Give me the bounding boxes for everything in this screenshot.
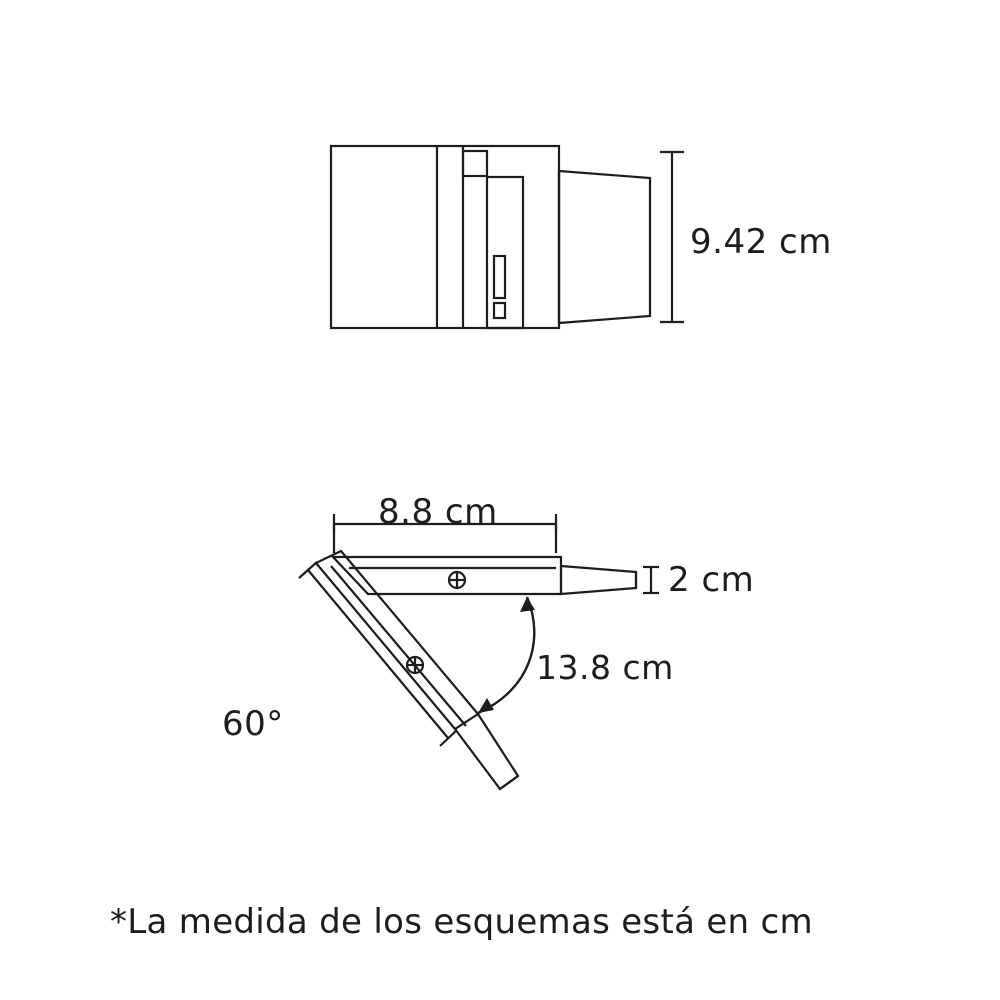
dimension-label-length: 60° [222, 704, 284, 744]
front-view-drawing [331, 146, 650, 328]
dimension-label-height: 9.42 cm [690, 222, 832, 262]
dimension-thickness [643, 567, 659, 593]
dimension-height [660, 152, 684, 322]
dimension-label-angle: 13.8 cm [536, 648, 674, 687]
dimension-length [299, 562, 457, 746]
dimension-label-width-top: 8.8 cm [378, 492, 498, 532]
dimension-angle-arc [478, 597, 535, 713]
dimension-label-thickness: 2 cm [668, 560, 755, 600]
footnote-text: *La medida de los esquemas está en cm [110, 902, 813, 942]
